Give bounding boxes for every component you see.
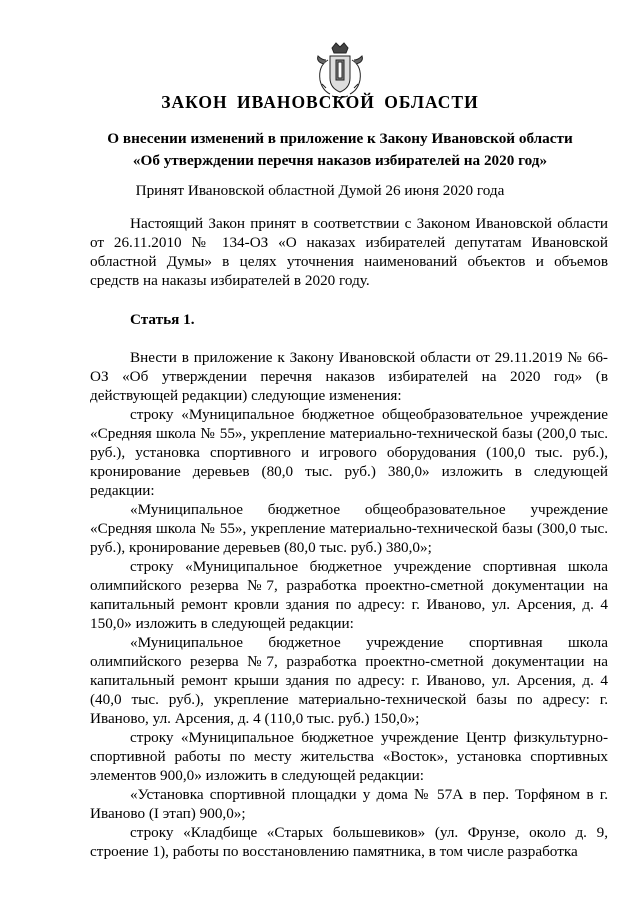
law-title: ЗАКОН ИВАНОВСКОЙ ОБЛАСТИ (161, 92, 479, 112)
subtitle-line: О внесении изменений в приложение к Закону Ивановской области (107, 130, 573, 147)
article-paragraph: строку «Муниципальное бюджетное учреждение спортивная школа олимпийского резерва №7, разработка проектно-сметной документации на капитальный ремонт кровли здания по адресу: г. Иваново, ул. Арсения, д. 4 150,0» изложить в следующей редакции: (90, 558, 608, 632)
ivanovo-coat-of-arms-icon (312, 40, 368, 100)
intro-paragraph: Настоящий Закон принят в соответствии с Законом Ивановской области от 26.11.2010 № 134-ОЗ «О наказах избирателей депутатам Ивановской областной Думы» в целях уточнения наименований объектов и объемов средств на наказы избирателей в 2020 году. (90, 215, 608, 289)
article-paragraph: Внести в приложение к Закону Ивановской области от 29.11.2019 № 66-ОЗ «Об утверждении перечня наказов избирателей на 2020 год» (в действующей редакции) следующие изменения: (90, 349, 608, 404)
adoption-note: Принят Ивановской областной Думой 26 июня 2020 года (135, 182, 505, 199)
article-paragraph: строку «Муниципальное бюджетное учреждение Центр физкультурно-спортивной работы по месту жительства «Восток», установка спортивных элементов 900,0» изложить в следующей редакции: (90, 729, 608, 784)
article-paragraph: «Муниципальное бюджетное учреждение спортивная школа олимпийского резерва №7, разработка проектно-сметной документации на капитальный ремонт крыши здания по адресу: г. Иваново, ул. Арсения, д. 4 (40,0 тыс. руб.), укрепление материально-технической базы по адресу: г. Иваново, ул. Арсения, д. 4 (110,0 тыс. руб.) 150,0»; (90, 634, 608, 727)
article-paragraph: «Муниципальное бюджетное общеобразовательное учреждение «Средняя школа № 55», укрепление материально-технической базы (300,0 тыс. руб.), кронирование деревьев (80,0 тыс. руб.) 380,0»; (90, 501, 608, 556)
article-heading: Статья 1. (130, 311, 195, 328)
law-body (90, 214, 608, 861)
subtitle-line: «Об утверждении перечня наказов избирателей на 2020 год» (132, 152, 548, 169)
article-paragraph: строку «Кладбище «Старых большевиков» (ул. Фрунзе, около д. 9, строение 1), работы по восстановлению памятника, в том числе разработка (90, 824, 608, 860)
law-subtitle (60, 128, 620, 172)
article-paragraph: «Установка спортивной площадки у дома № 57А в пер. Торфяном в г. Иваново (I этап) 900,0»; (90, 786, 608, 822)
article-paragraph: строку «Муниципальное бюджетное общеобразовательное учреждение «Средняя школа № 55», укрепление материально-технической базы (200,0 тыс. руб.), установка спортивного и игрового оборудования (100,0 тыс. руб.), кронирование деревьев (80,0 тыс. руб.) 380,0» изложить в следующей редакции: (90, 406, 608, 499)
